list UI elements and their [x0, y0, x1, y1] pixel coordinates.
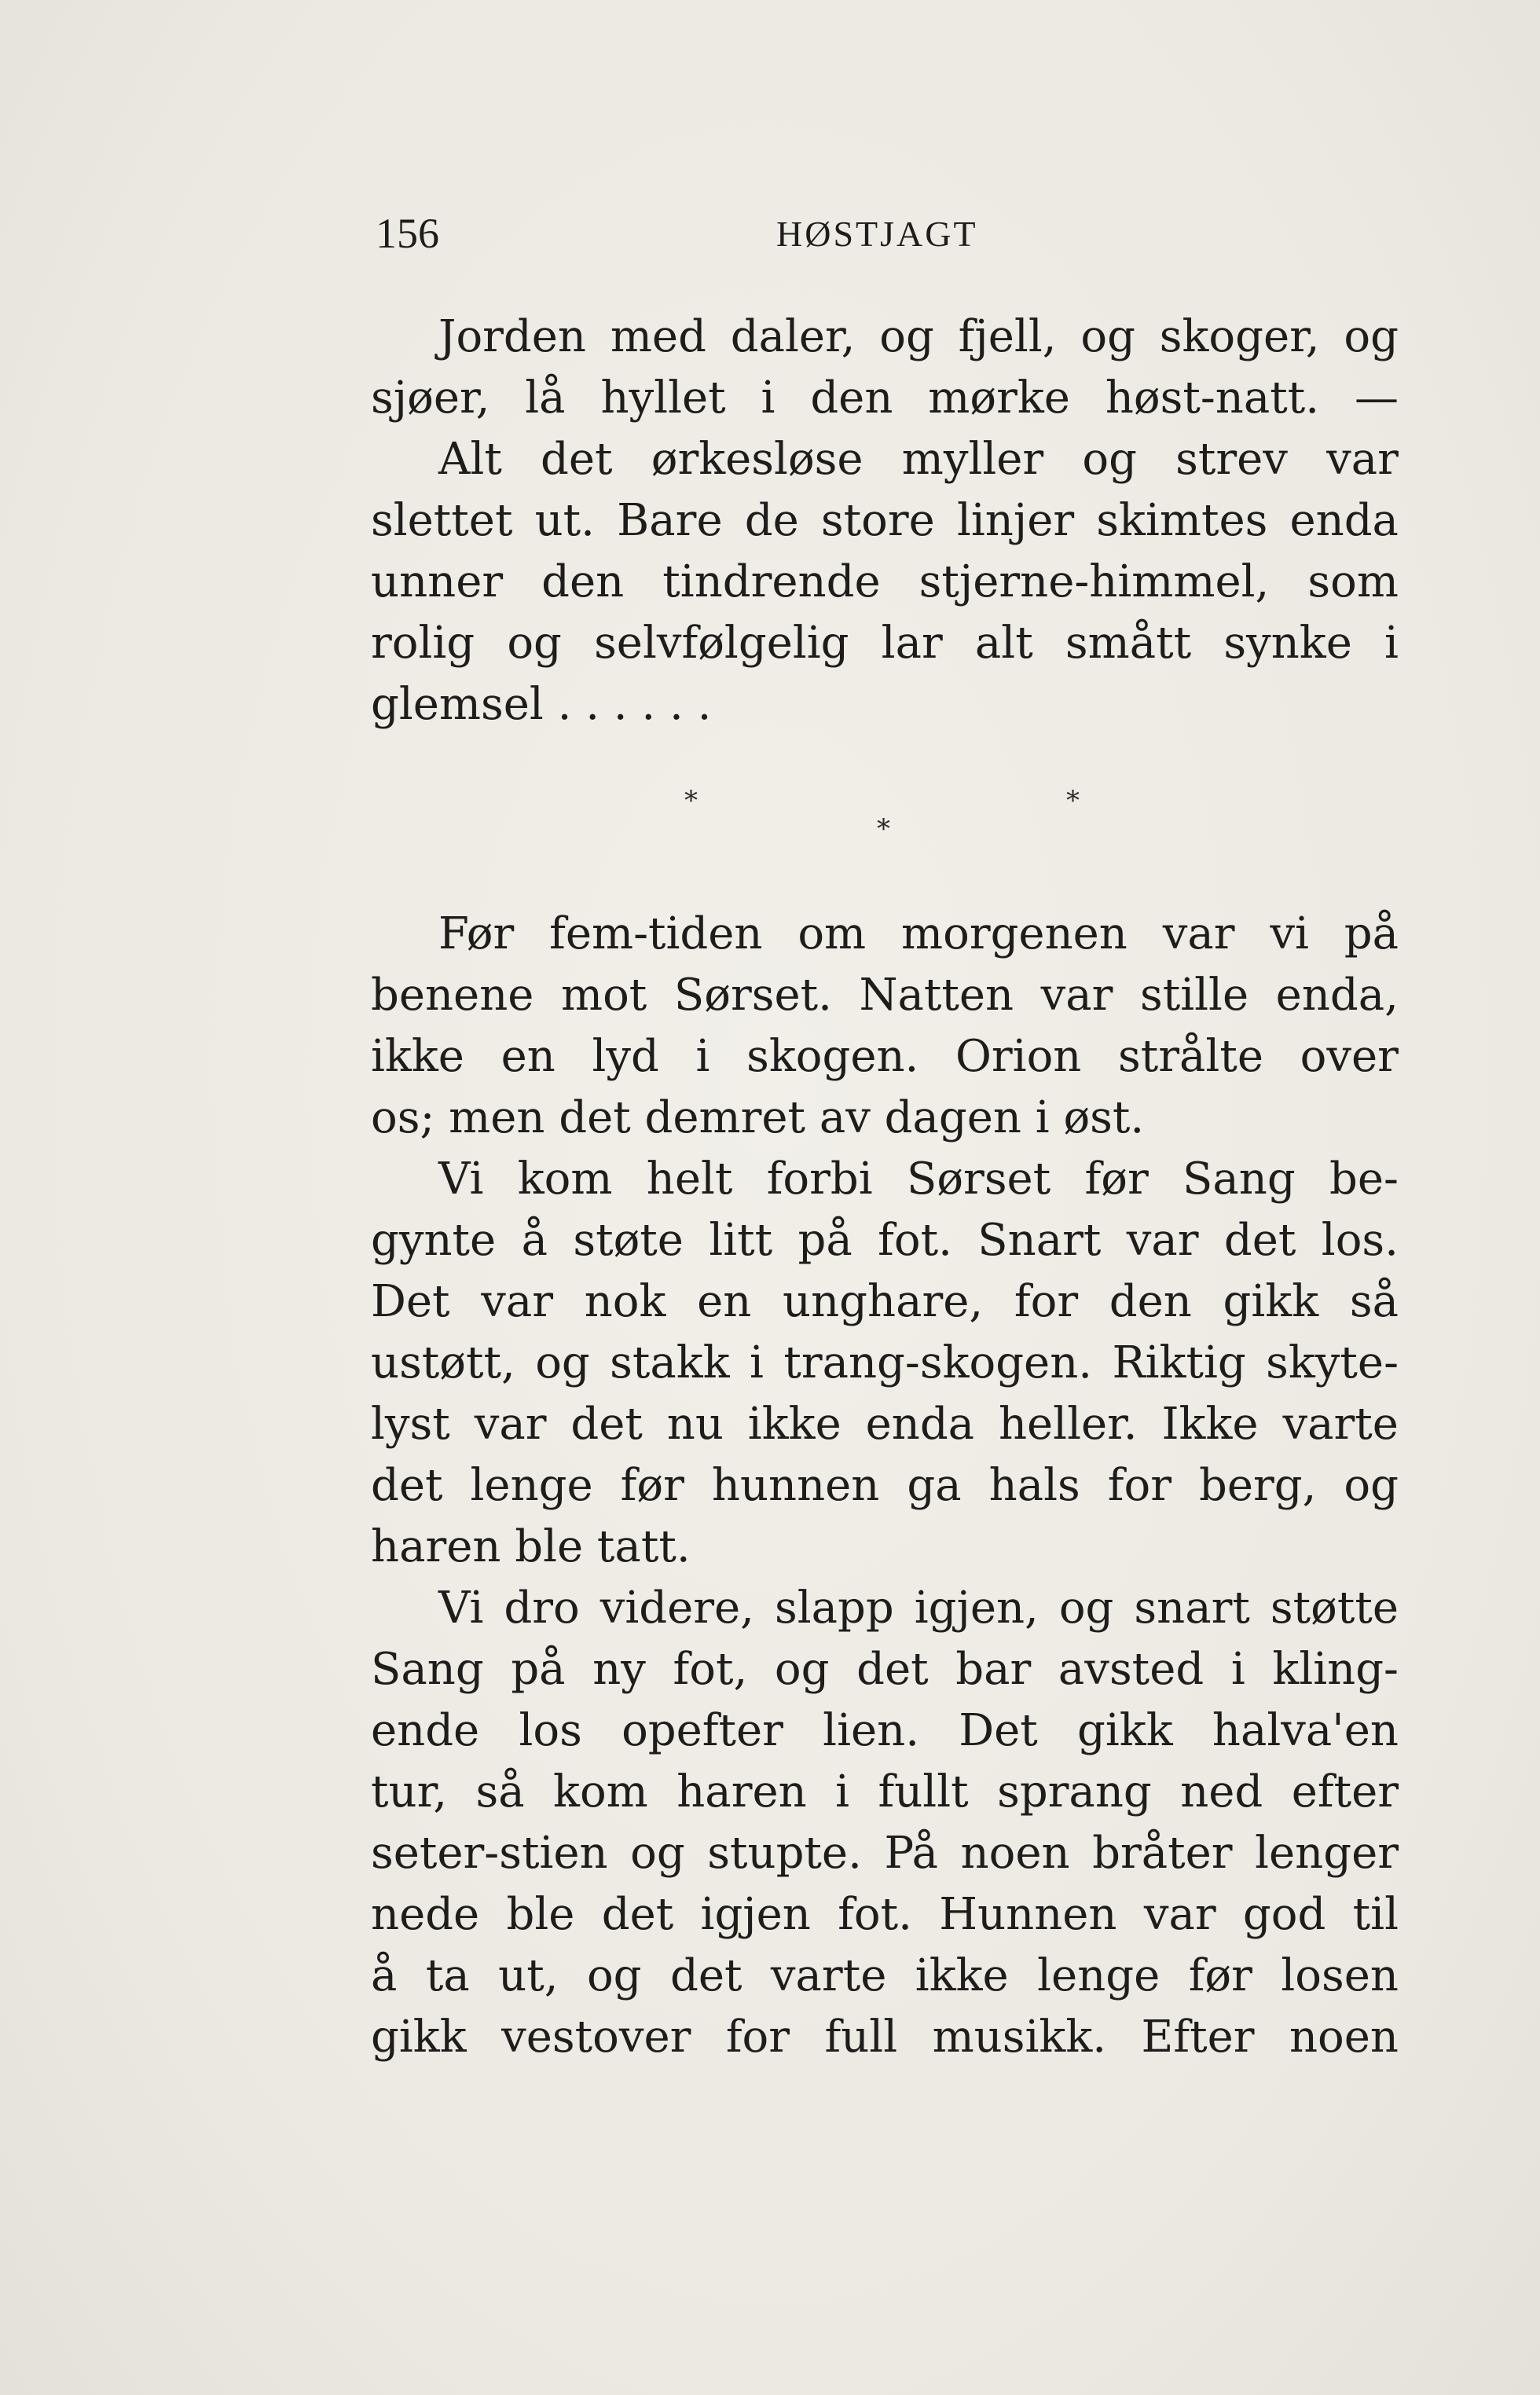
word: Alt — [438, 434, 502, 485]
word: ustøtt, — [371, 1337, 515, 1388]
word: igjen, — [914, 1583, 1039, 1634]
word: før — [1084, 1153, 1149, 1205]
word: strålte — [1118, 1031, 1263, 1082]
word: På — [884, 1828, 938, 1879]
word: seter-stien — [371, 1828, 608, 1879]
word: nede — [371, 1889, 480, 1940]
word: musikk. — [932, 2012, 1107, 2063]
word: Orion — [955, 1031, 1082, 1082]
text-line: haren ble tatt. — [371, 1521, 691, 1572]
word: ny — [592, 1644, 646, 1695]
text-line: os; men det demret av dagen i øst. — [371, 1092, 1145, 1143]
text-line — [371, 552, 1399, 613]
text-line — [371, 2007, 1399, 2068]
word: smått — [1065, 618, 1192, 669]
word: før — [620, 1460, 684, 1511]
word: efter — [1291, 1766, 1399, 1817]
word: full — [824, 2012, 898, 2063]
word: og — [1344, 1460, 1399, 1511]
word: ut. — [534, 495, 595, 546]
word: videre, — [600, 1583, 754, 1634]
word: var — [1126, 1215, 1199, 1266]
word: litt — [709, 1215, 773, 1266]
text-line — [371, 1210, 1399, 1271]
word: los. — [1321, 1215, 1399, 1266]
text-line — [371, 490, 1399, 552]
word: Sørset. — [673, 970, 832, 1021]
word: Det — [959, 1705, 1038, 1756]
word: tindrende — [662, 556, 881, 607]
word: unner — [371, 556, 504, 607]
word: Sang — [371, 1644, 484, 1695]
word: losen — [1281, 1950, 1399, 2001]
word: det — [570, 1399, 643, 1450]
text-line — [371, 1455, 1399, 1517]
word: i — [695, 1031, 710, 1082]
word: noen — [960, 1828, 1070, 1879]
word: myller — [901, 434, 1044, 485]
text-line — [371, 1700, 1399, 1762]
word: Snart — [977, 1215, 1102, 1266]
word: fem-tiden — [549, 908, 763, 959]
word: for — [725, 2012, 790, 2063]
word: haren — [676, 1766, 807, 1817]
word: ta — [425, 1950, 470, 2001]
word: unghare, — [783, 1276, 984, 1327]
text-line — [371, 1333, 1399, 1394]
word: Natten — [859, 970, 1014, 1021]
word: med — [610, 311, 706, 362]
word: alt — [974, 618, 1033, 669]
word: morgenen — [901, 908, 1128, 959]
word: varte — [770, 1950, 887, 2001]
word: var — [1040, 970, 1113, 1021]
word: stupte. — [707, 1828, 862, 1879]
word: ikke — [747, 1399, 842, 1450]
word: det — [371, 1460, 443, 1511]
word: rolig — [371, 618, 475, 669]
word: det — [541, 434, 613, 485]
word: varte — [1282, 1399, 1399, 1450]
word: los — [519, 1705, 582, 1756]
word: støte — [573, 1215, 684, 1266]
word: Sørset — [906, 1153, 1051, 1205]
word: fot. — [838, 1889, 912, 1940]
word: den — [1109, 1276, 1192, 1327]
word: å — [521, 1215, 548, 1266]
word: Hunnen — [939, 1889, 1117, 1940]
word: strev — [1175, 434, 1288, 485]
word: kom — [517, 1153, 613, 1205]
section-separator — [0, 778, 1540, 849]
word: lyst — [371, 1399, 450, 1450]
word: fullt — [878, 1766, 969, 1817]
asterism-star: * — [684, 785, 698, 816]
word: Vi — [438, 1153, 484, 1205]
text-line — [371, 1271, 1399, 1333]
word: hyllet — [600, 372, 726, 424]
word: kling- — [1272, 1644, 1399, 1695]
word: en — [500, 1031, 556, 1082]
word: den — [541, 556, 625, 607]
running-title: HØSTJAGT — [776, 214, 978, 254]
word: bar — [955, 1644, 1032, 1695]
word: nu — [666, 1399, 724, 1450]
word: fot. — [878, 1215, 952, 1266]
word: i — [835, 1766, 850, 1817]
word: stille — [1139, 970, 1249, 1021]
word: var — [474, 1399, 547, 1450]
word: — — [1354, 372, 1399, 424]
word: lenge — [1037, 1950, 1160, 2001]
word: skogen. — [746, 1031, 919, 1082]
word: og — [586, 1950, 642, 2001]
word: enda, — [1275, 970, 1399, 1021]
word: på — [1344, 908, 1399, 959]
word: og — [1080, 311, 1135, 362]
word: hals — [988, 1460, 1080, 1511]
word: mørke — [928, 372, 1070, 424]
paragraph-block-2 — [371, 904, 1399, 2068]
word: hunnen — [711, 1460, 880, 1511]
word: Jorden — [438, 311, 586, 362]
text-line — [371, 1026, 1399, 1087]
word: ga — [907, 1460, 962, 1511]
word: lyd — [592, 1031, 659, 1082]
word: den — [810, 372, 893, 424]
word: over — [1300, 1031, 1399, 1082]
word: høst-natt. — [1105, 372, 1320, 424]
word: lien. — [823, 1705, 919, 1756]
text-line — [371, 1639, 1399, 1700]
word: helt — [646, 1153, 733, 1205]
text-line — [371, 613, 1399, 674]
word: så — [475, 1766, 525, 1817]
word: så — [1349, 1276, 1399, 1327]
word: det — [1223, 1215, 1296, 1266]
text-line — [371, 1946, 1399, 2007]
word: Riktig — [1112, 1337, 1246, 1388]
word: be- — [1329, 1153, 1399, 1205]
word: synke — [1223, 618, 1352, 669]
word: slettet — [371, 495, 513, 546]
text-line — [371, 1823, 1399, 1884]
word: lar — [881, 618, 943, 669]
word: om — [798, 908, 867, 959]
word: på — [511, 1644, 566, 1695]
word: trang-skogen. — [783, 1337, 1093, 1388]
word: fot, — [673, 1644, 748, 1695]
word: skyte- — [1266, 1337, 1399, 1388]
asterism-star: * — [877, 813, 890, 845]
text-line — [371, 1762, 1399, 1823]
word: Efter — [1141, 2012, 1255, 2063]
word: igjen — [700, 1889, 811, 1940]
word: ikke — [371, 1031, 464, 1082]
word: ned — [1180, 1766, 1263, 1817]
word: snart — [1134, 1583, 1250, 1634]
word: god — [1242, 1889, 1326, 1940]
word: lå — [525, 372, 566, 424]
word: lenger — [1255, 1828, 1399, 1879]
word: i — [1384, 618, 1399, 669]
word: Sang — [1182, 1153, 1296, 1205]
word: berg, — [1198, 1460, 1317, 1511]
word: gikk — [1223, 1276, 1319, 1327]
word: gikk — [371, 2012, 467, 2063]
word: stjerne-himmel, — [918, 556, 1270, 607]
word: og — [1344, 311, 1399, 362]
word: nok — [584, 1276, 666, 1327]
word: Før — [438, 908, 515, 959]
word: og — [535, 1337, 590, 1388]
word: før — [1188, 1950, 1252, 2001]
word: bråter — [1092, 1828, 1233, 1879]
word: daler, — [730, 311, 856, 362]
word: for — [1107, 1460, 1172, 1511]
text-line — [371, 1394, 1399, 1455]
word: fjell, — [958, 311, 1057, 362]
paragraph-block-1 — [371, 306, 1399, 735]
word: Vi — [438, 1583, 484, 1634]
word: og — [774, 1644, 830, 1695]
word: dro — [504, 1583, 580, 1634]
word: til — [1352, 1889, 1399, 1940]
word: ble — [506, 1889, 575, 1940]
word: i — [1230, 1644, 1245, 1695]
word: enda — [1289, 495, 1399, 546]
word: og — [630, 1828, 685, 1879]
word: store — [820, 495, 935, 546]
word: lenge — [470, 1460, 593, 1511]
word: vi — [1270, 908, 1309, 959]
word: Bare — [617, 495, 723, 546]
text-line — [371, 306, 1399, 368]
word: var — [1326, 434, 1399, 485]
word: de — [744, 495, 799, 546]
word: Det — [371, 1276, 450, 1327]
word: støtte — [1270, 1583, 1399, 1634]
word: i — [750, 1337, 764, 1388]
text-line — [371, 965, 1399, 1026]
word: en — [697, 1276, 752, 1327]
word: slapp — [774, 1583, 894, 1634]
text-line: glemsel . . . . . . — [371, 679, 712, 730]
word: enda — [865, 1399, 975, 1450]
word: og — [1082, 434, 1137, 485]
word: opefter — [622, 1705, 783, 1756]
text-line — [371, 1149, 1399, 1210]
word: var — [481, 1276, 554, 1327]
word: det — [601, 1889, 674, 1940]
word: forbi — [766, 1153, 873, 1205]
word: skoger, — [1159, 311, 1320, 362]
word: tur, — [371, 1766, 447, 1817]
word: gikk — [1077, 1705, 1173, 1756]
word: mot — [560, 970, 647, 1021]
word: heller. — [998, 1399, 1138, 1450]
word: ørkesløse — [651, 434, 864, 485]
word: sprang — [997, 1766, 1152, 1817]
word: linjer — [956, 495, 1075, 546]
word: å — [371, 1950, 398, 2001]
word: avsted — [1058, 1644, 1204, 1695]
word: stakk — [610, 1337, 730, 1388]
word: som — [1307, 556, 1399, 607]
word: vestover — [501, 2012, 691, 2063]
text-line — [371, 904, 1399, 965]
word: noen — [1289, 2012, 1399, 2063]
text-line — [371, 1578, 1399, 1639]
word: ikke — [915, 1950, 1009, 2001]
asterism-star: * — [1066, 785, 1080, 816]
word: kom — [553, 1766, 648, 1817]
word: skimtes — [1096, 495, 1268, 546]
text-line — [371, 429, 1399, 490]
word: sjøer, — [371, 372, 490, 424]
text-line — [371, 368, 1399, 429]
text-line — [371, 1884, 1399, 1946]
page-number: 156 — [376, 210, 439, 257]
word: det — [669, 1950, 742, 2001]
word: Ikke — [1161, 1399, 1259, 1450]
word: halva'en — [1212, 1705, 1399, 1756]
word: var — [1162, 908, 1235, 959]
word: det — [856, 1644, 929, 1695]
page-header — [376, 206, 1399, 261]
word: ut, — [498, 1950, 559, 2001]
word: og — [879, 311, 934, 362]
word: og — [507, 618, 562, 669]
word: selvfølgelig — [594, 618, 849, 669]
word: for — [1014, 1276, 1079, 1327]
word: benene — [371, 970, 534, 1021]
word: gynte — [371, 1215, 497, 1266]
word: og — [1058, 1583, 1114, 1634]
word: på — [798, 1215, 852, 1266]
word: ende — [371, 1705, 480, 1756]
word: i — [761, 372, 776, 424]
word: var — [1143, 1889, 1216, 1940]
